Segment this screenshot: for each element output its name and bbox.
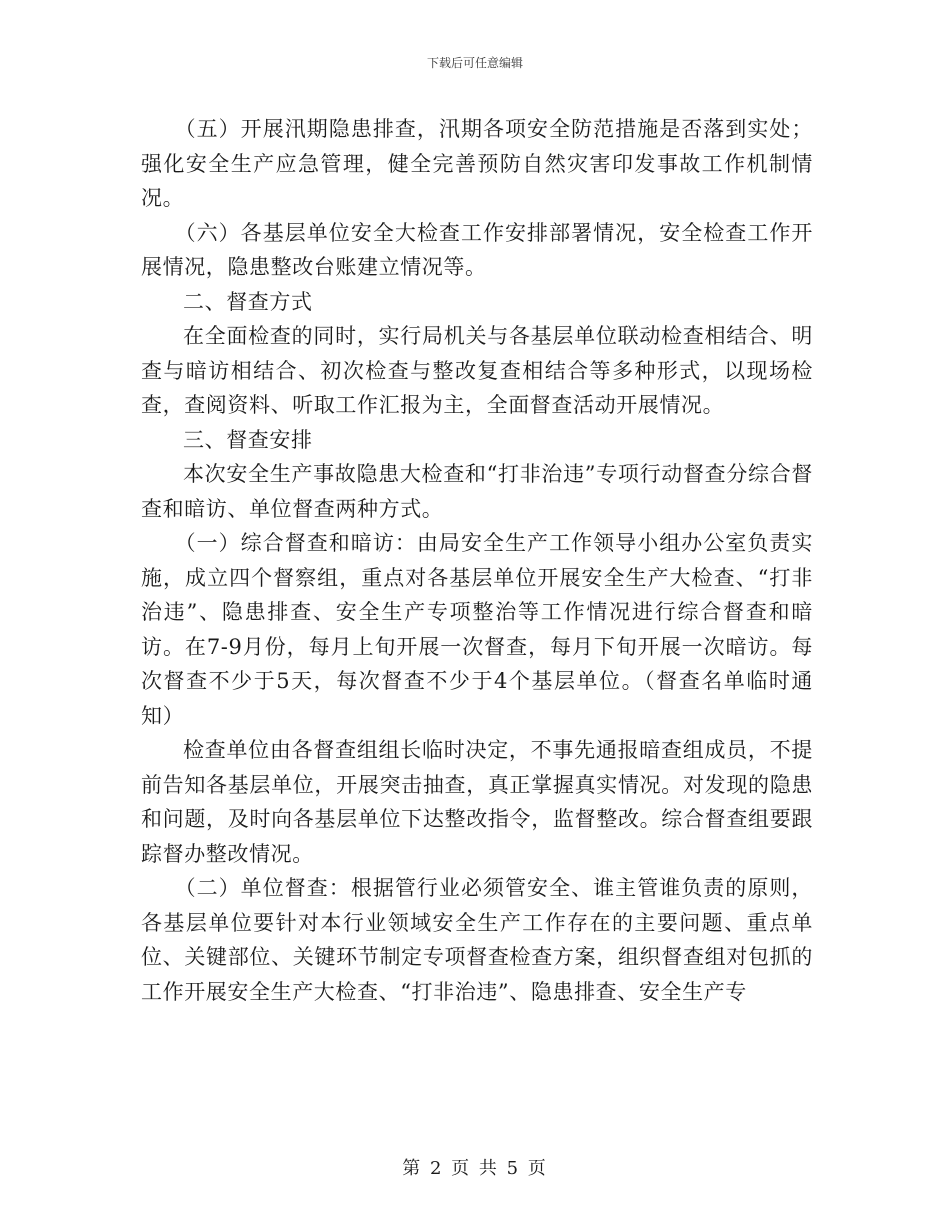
paragraph-unit-inspection: （二）单位督查：根据管行业必须管安全、谁主管谁负责的原则，各基层单位要针对本行业领域安全生产工作存在的主要问题、重点单位、关键部位、关键环节制定专项督查检查方案，组织督查组对包抓的工作开展安全生产大检查、“打非治违”、隐患排查、安全生产专 (141, 876, 813, 1004)
document-body (141, 112, 813, 1009)
paragraph-comprehensive-inspection: （一）综合督查和暗访：由局安全生产工作领导小组办公室负责实施，成立四个督察组，重点对各基层单位开展安全生产大检查、“打非治违”、隐患排查、安全生产专项整治等工作情况进行综合督查和暗访。在7-9月份，每月上旬开展一次督查，每月下旬开展一次暗访。每次督查不少于5天，每次督查不少于4个基层单位。（督查名单临时通知） (141, 531, 813, 728)
paragraph-inspection-units: 检查单位由各督查组组长临时决定，不事先通报暗查组成员，不提前告知各基层单位，开展突击抽查，真正掌握真实情况。对发现的隐患和问题，及时向各基层单位下达整改指令，监督整改。综合督查组要跟踪督办整改情况。 (141, 738, 813, 866)
paragraph-6-unit-arrangement: （六）各基层单位安全大检查工作安排部署情况，安全检查工作开展情况，隐患整改台账建立情况等。 (141, 220, 813, 279)
paragraph-method-body: 在全面检查的同时，实行局机关与各基层单位联动检查相结合、明查与暗访相结合、初次检查与整改复查相结合等多种形式，以现场检查，查阅资料、听取工作汇报为主，全面督查活动开展情况。 (141, 324, 813, 417)
page-number: 第 2 页 共 5 页 (402, 1158, 548, 1179)
paragraph-arrangement-intro: 本次安全生产事故隐患大检查和“打非治违”专项行动督查分综合督查和暗访、单位督查两种方式。 (141, 462, 813, 521)
section-heading-arrangement: 三、督查安排 (183, 427, 313, 452)
paragraph-5-flood-check: （五）开展汛期隐患排查，汛期各项安全防范措施是否落到实处；强化安全生产应急管理，健全完善预防自然灾害印发事故工作机制情况。 (141, 117, 813, 210)
section-heading-method: 二、督查方式 (183, 289, 313, 314)
header-note: 下载后可任意编辑 (426, 56, 523, 70)
